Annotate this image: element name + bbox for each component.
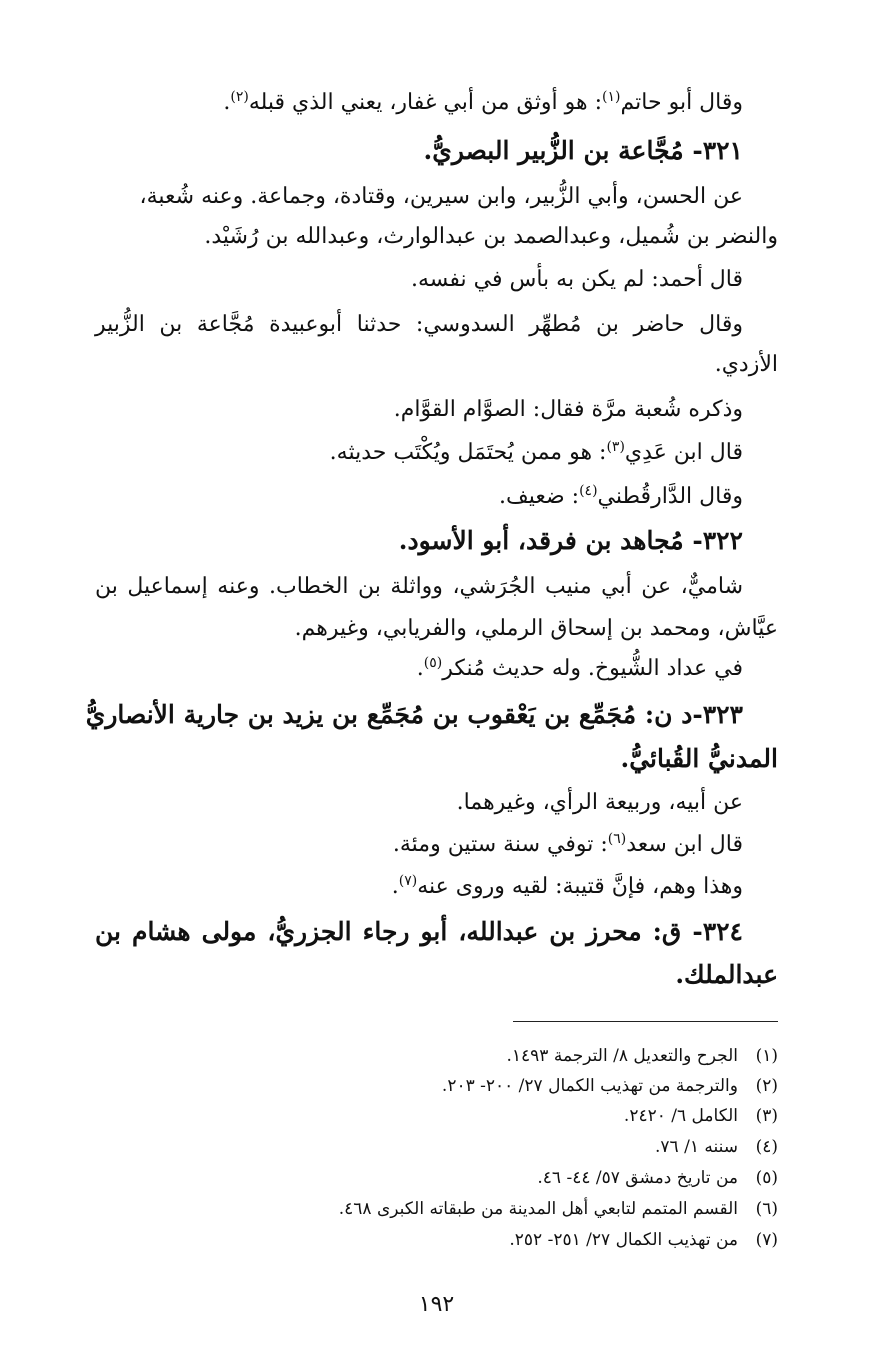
footnote-ref[interactable]: (٤) <box>579 483 598 499</box>
footnote-ref[interactable]: (٦) <box>607 831 627 847</box>
footnote: (٦)القسم المتمم لتابعي أهل المدينة من طبقاته الكبرى ٤٦٨. <box>338 1199 778 1219</box>
text-line: وقال حاضر بن مُطهِّر السدوسي: حدثنا أبوعبيدة مُجَّاعة بن الزُّبير <box>95 312 743 337</box>
entry-heading: ٣٢٢- مُجاهد بن فرقد، أبو الأسود. <box>398 526 743 555</box>
entry-heading: ٣٢١- مُجَّاعة بن الزُّبير البصريُّ. <box>423 136 743 165</box>
footnote: (١)الجرح والتعديل ٨/ الترجمة ١٤٩٣. <box>506 1046 778 1066</box>
footnote-ref[interactable]: (٣) <box>606 439 625 455</box>
footnote-number: (٦) <box>755 1199 778 1219</box>
footnote-ref[interactable]: (٧) <box>398 873 418 889</box>
footnote: (٤)سننه ١/ ٧٦. <box>655 1137 778 1157</box>
footnote-separator <box>513 1021 778 1022</box>
text-line: قال ابن عَدِي$^{(٣)}$: هو ممن يُحتَمَل ويُكْتَب حديثه. <box>329 439 743 465</box>
footnote: (٢)والترجمة من تهذيب الكمال ٢٧/ ٢٠٠- ٢٠٣. <box>441 1076 778 1096</box>
text-line: الأزدي. <box>714 352 778 377</box>
footnote-number: (٣) <box>755 1106 778 1126</box>
footnote-ref[interactable]: (٥) <box>423 655 443 671</box>
text-line: عن أبيه، وربيعة الرأي، وغيرهما. <box>456 790 743 815</box>
footnote-number: (٤) <box>755 1137 778 1157</box>
text-line: وقال أبو حاتم$^{(١)}$: هو أوثق من أبي غفار، يعني الذي قبله$^{(٢)}$. <box>223 89 743 115</box>
footnote-number: (١) <box>755 1046 778 1066</box>
text-line: قال ابن سعد$^{(٦)}$: توفي سنة ستين ومئة. <box>392 831 743 857</box>
entry-heading: عبدالملك. <box>675 960 778 989</box>
text-line: وذكره شُعبة مرَّة فقال: الصوَّام القوَّام. <box>393 397 743 422</box>
text-line: في عداد الشُّيوخ. وله حديث مُنكر$^{(٥)}$. <box>416 655 743 681</box>
entry-heading: المدنيُّ القُبائيُّ. <box>620 744 778 773</box>
footnote-number: (٧) <box>755 1230 778 1250</box>
entry-heading: ٣٢٤- ق: محرز بن عبدالله، أبو رجاء الجزريُّ، مولى هشام بن <box>95 917 743 946</box>
text-line: قال أحمد: لم يكن به بأس في نفسه. <box>410 267 743 292</box>
text-line: والنضر بن شُميل، وعبدالصمد بن عبدالوارث، وعبدالله بن رُشَيْد. <box>204 224 778 249</box>
text-line: عيَّاش، ومحمد بن إسحاق الرملي، والفريابي، وغيرهم. <box>294 616 778 641</box>
text-line: وهذا وهم، فإنَّ قتيبة: لقيه وروى عنه$^{(٧)}$. <box>391 873 743 899</box>
footnote-number: (٥) <box>755 1168 778 1188</box>
text-line: شاميٌّ، عن أبي منيب الجُرَشي، وواثلة بن الخطاب. وعنه إسماعيل بن <box>95 574 743 599</box>
page-number: ١٩٢ <box>418 1292 455 1317</box>
text-line: وقال الدَّارقُطني$^{(٤)}$: ضعيف. <box>498 483 743 509</box>
text-line: عن الحسن، وأبي الزُّبير، وابن سيرين، وقتادة، وجماعة. وعنه شُعبة، <box>139 184 743 209</box>
footnote-ref[interactable]: (١) <box>602 89 621 105</box>
footnote: (٥)من تاريخ دمشق ٥٧/ ٤٤- ٤٦. <box>537 1168 778 1188</box>
footnote: (٧)من تهذيب الكمال ٢٧/ ٢٥١- ٢٥٢. <box>509 1230 778 1250</box>
footnote: (٣)الكامل ٦/ ٢٤٢٠. <box>623 1106 778 1126</box>
footnote-ref[interactable]: (٢) <box>230 89 249 105</box>
footnote-number: (٢) <box>755 1076 778 1096</box>
entry-heading: ٣٢٣-د ن: مُجَمِّع بن يَعْقوب بن مُجَمِّع بن يزيد بن جارية الأنصاريُّ <box>85 700 743 729</box>
